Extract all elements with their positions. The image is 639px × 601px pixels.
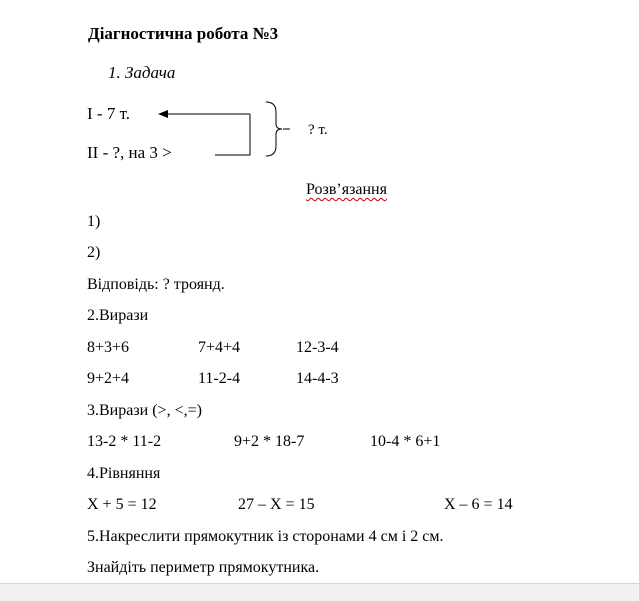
brace-icon (266, 102, 282, 156)
task1-line1: І - 7 т. (87, 104, 130, 123)
equation-1: Х + 5 = 12 (87, 496, 157, 513)
relation-scheme-diagram (150, 98, 290, 162)
task1-heading: 1. Задача (108, 63, 176, 82)
task4-heading: 4.Рівняння (87, 465, 161, 482)
expr-r2-c2: 11-2-4 (198, 370, 241, 387)
expr-r1-c1: 8+3+6 (87, 339, 130, 356)
task3-heading: 3.Вирази (>, <,=) (87, 402, 202, 419)
expr-r2-c1: 9+2+4 (87, 370, 130, 387)
task5-line2: Знайдіть периметр прямокутника. (87, 559, 320, 576)
connector-line (215, 114, 250, 155)
solution-heading (306, 180, 387, 200)
compare-1: 13-2 * 11-2 (87, 433, 162, 450)
equation-2: 27 – Х = 15 (238, 496, 315, 513)
step-1: 1) (87, 213, 101, 230)
step-2: 2) (87, 244, 101, 261)
expr-r2-c3: 14-4-3 (296, 370, 339, 387)
equation-3: Х – 6 = 14 (444, 496, 513, 513)
bottom-scroll-area[interactable] (0, 583, 639, 601)
compare-3: 10-4 * 6+1 (370, 433, 441, 450)
total-question: ? т. (308, 122, 328, 138)
page-title: Діагностична робота №3 (88, 24, 279, 43)
task5-line1: 5.Накреслити прямокутник із сторонами 4 см і 2 см. (87, 528, 444, 545)
solution-heading-text: Розв’язання (306, 181, 387, 198)
expr-r1-c3: 12-3-4 (296, 339, 339, 356)
compare-2: 9+2 * 18-7 (234, 433, 305, 450)
task2-heading: 2.Вирази (87, 307, 149, 324)
task1-line2: ІІ - ?, на 3 > (87, 143, 172, 162)
arrow-head-icon (158, 110, 168, 118)
expr-r1-c2: 7+4+4 (198, 339, 241, 356)
answer-line: Відповідь: ? троянд. (87, 276, 225, 293)
